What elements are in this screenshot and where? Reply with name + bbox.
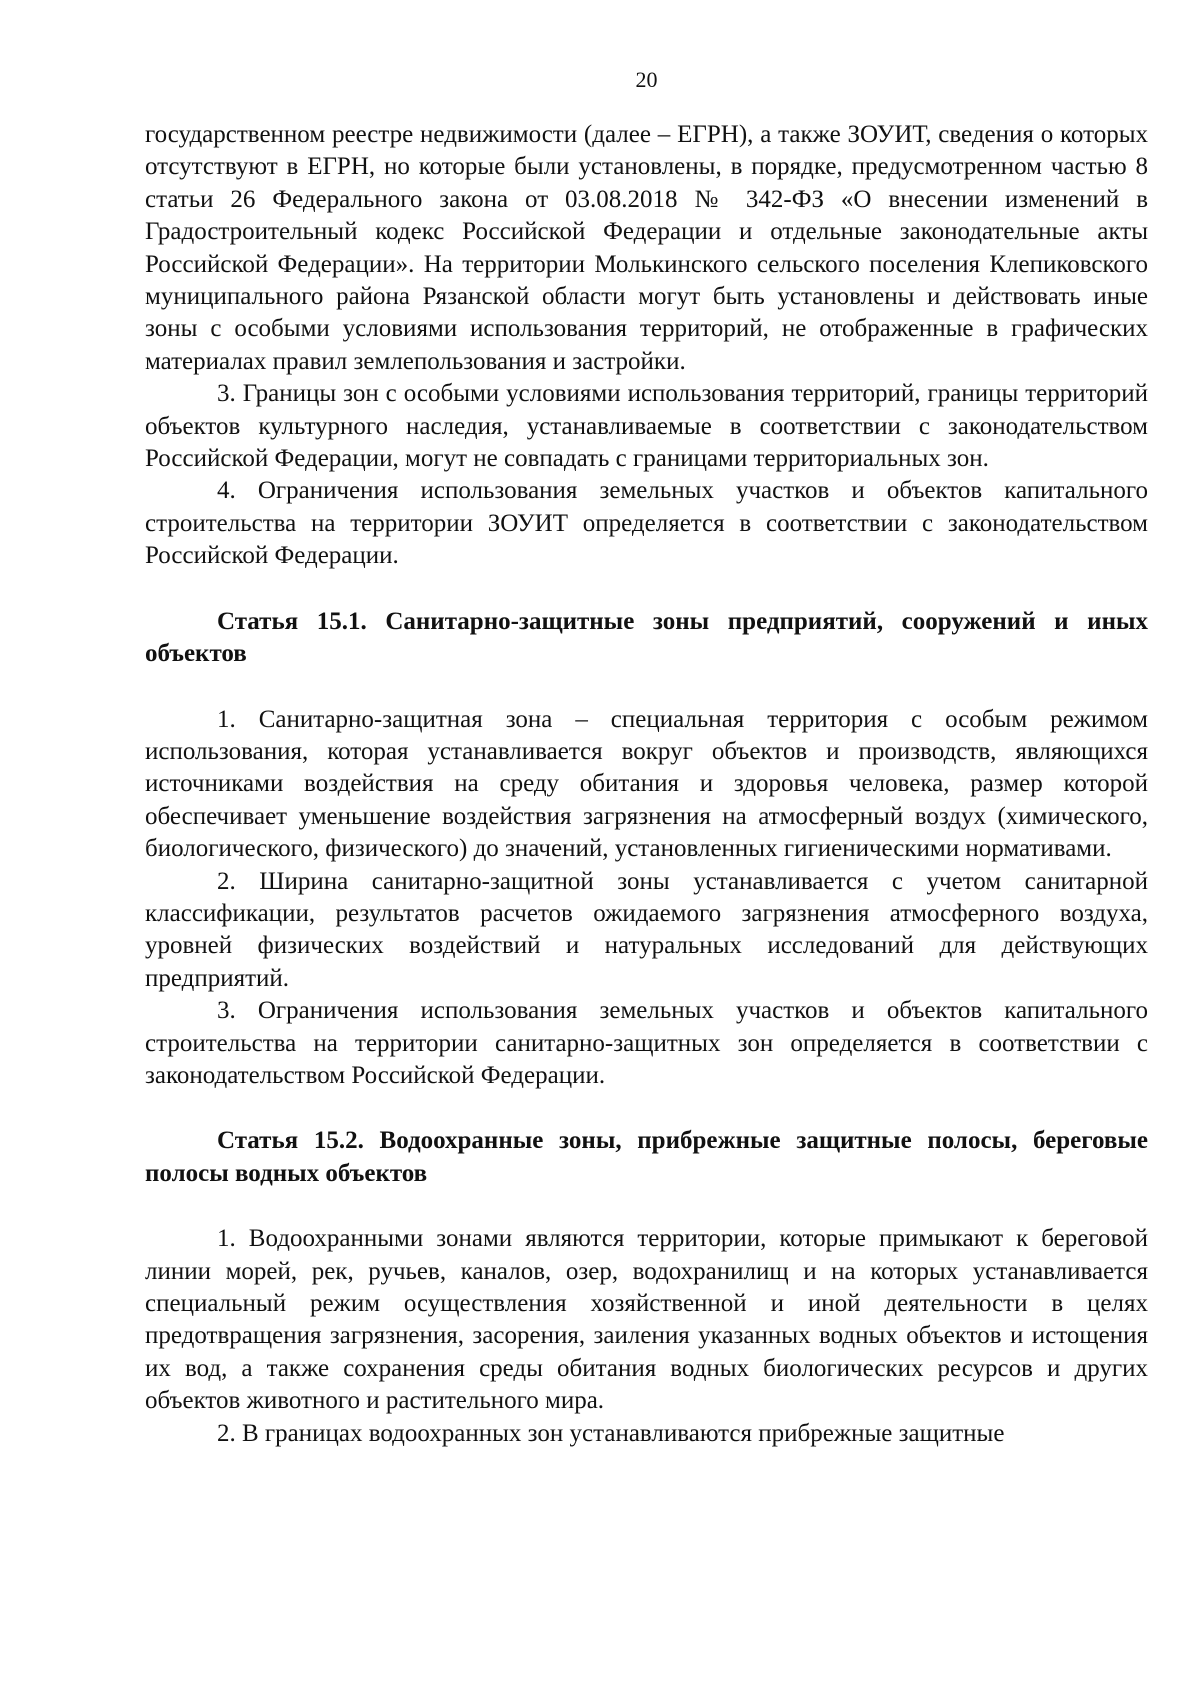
article-15-1-item-2: 2. Ширина санитарно-защитной зоны устанавливается с учетом санитарной классификации, результатов расчетов ожидаемого загрязнения атмосферного воздуха, уровней физических воздействий и натуральных исследований для действующих предприятий. <box>145 867 1148 992</box>
document-body <box>145 119 1148 1450</box>
page-number: 20 <box>635 67 658 92</box>
article-15-2-item-1: 1. Водоохранными зонами являются территории, которые примыкают к береговой линии морей, рек, ручьев, каналов, озер, водохранилищ и на которых устанавливается специальный режим осуществления хозяйственной и иной деятельности в целях предотвращения загрязнения, засорения, заиления указанных водных объектов и истощения их вод, а также сохранения среды обитания водных биологических ресурсов и других объектов животного и растительного мира. <box>145 1225 1148 1415</box>
spacer <box>145 1092 1148 1125</box>
paragraph-item-4: 4. Ограничения использования земельных участков и объектов капитального строительства на территории ЗОУИТ определяется в соответствии с законодательством Российской Федерации. <box>145 477 1148 570</box>
article-15-1-item-3: 3. Ограничения использования земельных участков и объектов капитального строительства на территории санитарно-защитных зон определяется в соответствии с законодательством Российской Федерации. <box>145 997 1148 1089</box>
spacer <box>145 573 1148 606</box>
spacer <box>145 671 1148 704</box>
article-15-2-item-2: 2. В границах водоохранных зон устанавливаются прибрежные защитные <box>217 1419 1005 1447</box>
spacer <box>145 1190 1148 1223</box>
article-15-2-heading: Статья 15.2. Водоохранные зоны, прибрежные защитные полосы, береговые полосы водных объектов <box>145 1127 1148 1187</box>
article-15-1-heading: Статья 15.1. Санитарно-защитные зоны предприятий, сооружений и иных объектов <box>145 607 1148 668</box>
document-page <box>145 0 1148 1698</box>
paragraph-item-3: 3. Границы зон с особыми условиями использования территорий, границы территорий объектов культурного наследия, устанавливаемые в соответствии с законодательством Российской Федерации, могут не совпадать с границами территориальных зон. <box>145 380 1148 473</box>
continuation-paragraph: государственном реестре недвижимости (далее – ЕГРН), а также ЗОУИТ, сведения о которых отсутствуют в ЕГРН, но которые были установлены, в порядке, предусмотренном частью 8 статьи 26 Федерального закона от 03.08.2018 № 342-ФЗ «О внесении изменений в Градостроительный кодекс Российской Федерации и отдельные законодательные акты Российской Федерации». На территории Молькинского сельского поселения Клепиковского муниципального района Рязанской области могут быть установлены и действовать иные зоны с особыми условиями использования территорий, не отображенные в графических материалах правил землепользования и застройки. <box>145 121 1148 375</box>
article-15-1-item-1: 1. Санитарно-защитная зона – специальная территория с особым режимом использования, которая устанавливается вокруг объектов и производств, являющихся источниками воздействия на среду обитания и здоровья человека, размер которой обеспечивает уменьшение воздействия загрязнения на атмосферный воздух (химического, биологического, физического) до значений, установленных гигиеническими нормативами. <box>145 705 1148 863</box>
